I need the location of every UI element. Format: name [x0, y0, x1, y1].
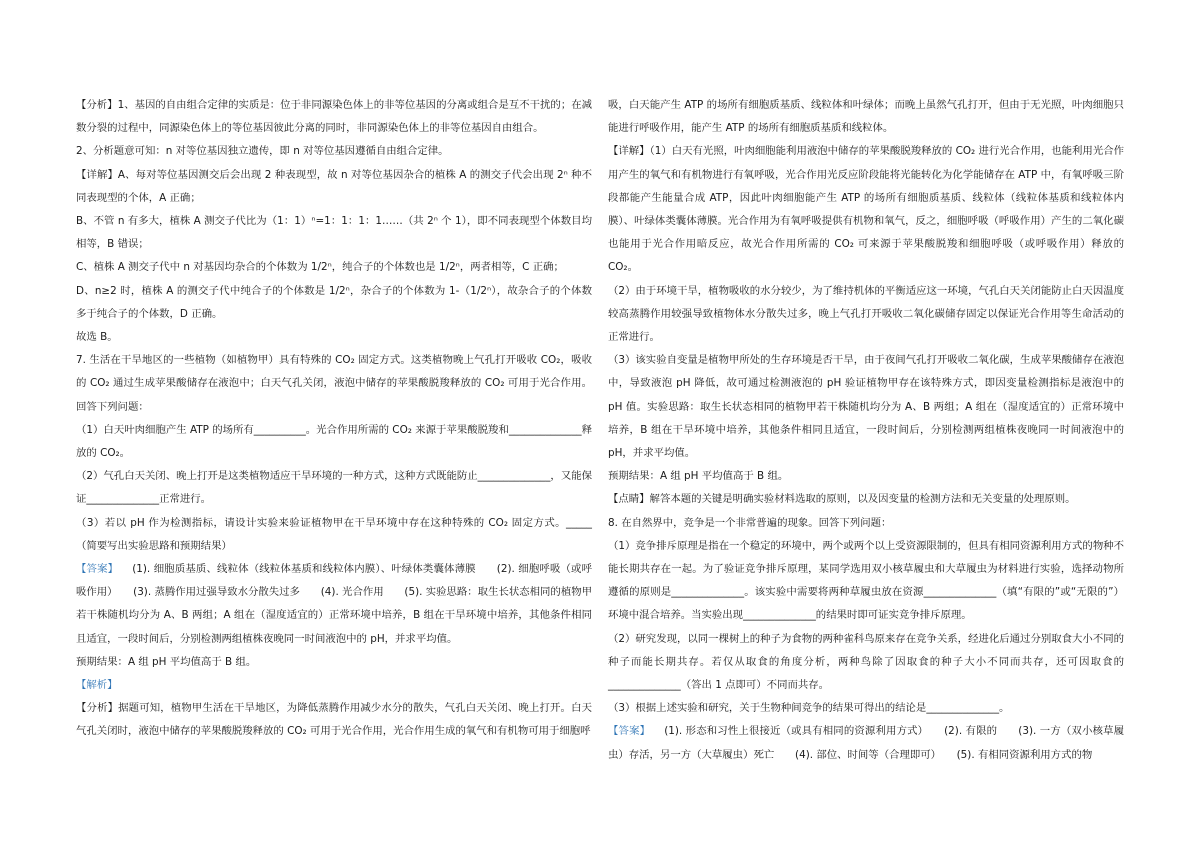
paragraph: D、n≥2 时，植株 A 的测交子代中纯合子的个体数是 1/2ⁿ，杂合子的个体数为 1-（1/2ⁿ），故杂合子的个体数多于纯合子的个体数，D 正确。 — [76, 284, 592, 320]
question-7-stem: 7. 生活在干旱地区的一些植物（如植物甲）具有特殊的 CO₂ 固定方式。这类植物晚上气孔打开吸收 CO₂，吸收的 CO₂ 通过生成苹果酸储存在液泡中；白天气孔关闭，液泡中储存的苹果酸脱羧释放的 CO₂ 可用于光合作用。回答下列问题： — [76, 354, 592, 413]
paragraph: C、植株 A 测交子代中 n 对基因均杂合的个体数为 1/2ⁿ，纯合子的个体数也是 1/2ⁿ，两者相等，C 正确； — [76, 261, 564, 274]
paragraph: 吸，白天能产生 ATP 的场所有细胞质基质、线粒体和叶绿体；而晚上虽然气孔打开，但由于无光照，叶肉细胞只能进行呼吸作用，能产生 ATP 的场所有细胞质基质和线粒体。 — [608, 99, 1124, 135]
paragraph: 2、分析题意可知：n 对等位基因独立遗传，即 n 对等位基因遵循自由组合定律。 — [76, 145, 449, 158]
answer-text: (1). 细胞质基质、线粒体（线粒体基质和线粒体内膜）、叶绿体类囊体薄膜 (2). 细胞呼吸（或呼吸作用） (3). 蒸腾作用过强导致水分散失过多 (4). 光合作用 (5). 实验思路：取生长状态相同的植物甲若干株随机均分为 A、B 两组；A 组在（湿度适宜的）正常环境中培养，B 组在干旱环境中培养，其他条件相同且适宜，一段时间后，分别检测两组植株夜晚同一时间液泡中的 pH，并求平均值。 — [76, 563, 592, 645]
question-8-part-1: （1）竞争排斥原理是指在一个稳定的环境中，两个或两个以上受资源限制的，但具有相同资源利用方式的物种不能长期共存在一起。为了验证竞争排斥原理，某同学选用双小核草履虫和大草履虫为材料进行实验，选择动物所遵循的原则是______________。该实验中需要将两种草履虫放在资源______________（填“有限的”或“无限的”）环境中混合培养。当实验出现______________的结果时即可证实竞争排斥原理。 — [608, 539, 1124, 622]
answer-label: 【答案】 — [76, 563, 119, 576]
question-7-part-2: （2）气孔白天关闭、晚上打开是这类植物适应干旱环境的一种方式，这种方式既能防止______________，又能保证______________正常进行。 — [76, 470, 592, 506]
paragraph: B、不管 n 有多大，植株 A 测交子代比为（1：1）ⁿ=1：1：1：1……（共 2ⁿ 个 1），即不同表现型个体数目均相等，B 错误； — [76, 215, 592, 251]
answer-block — [76, 558, 592, 651]
key-point: 【点睛】解答本题的关键是明确实验材料选取的原则，以及因变量的检测方法和无关变量的处理原则。 — [608, 493, 1076, 506]
paragraph: （2）由于环境干旱，植物吸收的水分较少，为了维持机体的平衡适应这一环境，气孔白天关闭能防止白天因温度较高蒸腾作用较强导致植物体水分散失过多，晚上气孔打开吸收二氧化碳储存固定以保证光合作用等生命活动的正常进行。 — [608, 284, 1124, 344]
paragraph: 故选 B。 — [76, 331, 118, 344]
left-column — [76, 94, 592, 744]
analysis-text: 【分析】据题可知，植物甲生活在干旱地区，为降低蒸腾作用减少水分的散失，气孔白天关闭、晚上打开。白天气孔关闭时，液泡中储存的苹果酸脱羧释放的 CO₂ 可用于光合作用，光合作用生成的氧气和有机物可用于细胞呼 — [76, 702, 592, 738]
question-8-part-2: （2）研究发现，以同一棵树上的种子为食物的两种雀科鸟原来存在竞争关系，经进化后通过分别取食大小不同的种子而能长期共存。若仅从取食的角度分析，两种鸟除了因取食的种子大小不同而共存，还可因取食的______________（答出 1 点即可）不同而共存。 — [608, 632, 1124, 692]
question-8-part-3: （3）根据上述实验和研究，关于生物种间竞争的结果可得出的结论是______________。 — [608, 702, 1010, 715]
answer-label: 【答案】 — [608, 725, 651, 738]
paragraph: 【详解】A、每对等位基因测交后会出现 2 种表现型，故 n 对等位基因杂合的植株 A 的测交子代会出现 2ⁿ 种不同表现型的个体，A 正确； — [76, 168, 592, 204]
predicted-result: 预期结果：A 组 pH 平均值高于 B 组。 — [608, 470, 789, 483]
question-7-part-1: （1）白天叶肉细胞产生 ATP 的场所有__________。光合作用所需的 CO₂ 来源于苹果酸脱羧和______________释放的 CO₂。 — [76, 423, 592, 460]
answer-text: (1). 形态和习性上很接近（或具有相同的资源利用方式） (2). 有限的 (3). 一方（双小核草履虫）存活，另一方（大草履虫）死亡 (4). 部位、时间等（合理即可） (5). 有相同资源利用方式的物 — [608, 725, 1124, 761]
predicted-result: 预期结果：A 组 pH 平均值高于 B 组。 — [76, 655, 257, 668]
right-column — [608, 94, 1124, 767]
question-7-part-3: （3）若以 pH 作为检测指标，请设计实验来验证植物甲在干旱环境中存在这种特殊的 CO₂ 固定方式。_____（简要写出实验思路和预期结果） — [76, 516, 592, 552]
paragraph: 【分析】1、基因的自由组合定律的实质是：位于非同源染色体上的非等位基因的分离或组合是互不干扰的；在减数分裂的过程中，同源染色体上的等位基因彼此分离的同时，非同源染色体上的非等位基因自由组合。 — [76, 99, 592, 135]
paragraph: 【详解】（1）白天有光照，叶肉细胞能利用液泡中储存的苹果酸脱羧释放的 CO₂ 进行光合作用，也能利用光合作用产生的氧气和有机物进行有氧呼吸，光合作用光反应阶段能将光能转化为化学能储存在 ATP 中，有氧呼吸三阶段都能产生能量合成 ATP，因此叶肉细胞能产生 ATP 的场所有细胞质基质、线粒体（线粒体基质和线粒体内膜）、叶绿体类囊体薄膜。光合作用为有氧呼吸提供有机物和氧气，反之，细胞呼吸（呼吸作用）产生的二氧化碳也能用于光合作用暗反应，故光合作用所需的 CO₂ 可来源于苹果酸脱羧和细胞呼吸（或呼吸作用）释放的 CO₂。 — [608, 145, 1124, 274]
analysis-label: 【解析】 — [76, 679, 118, 692]
answer-block — [608, 720, 1124, 766]
question-8-stem: 8. 在自然界中，竞争是一个非常普遍的现象。回答下列问题： — [608, 516, 892, 529]
paragraph: （3）该实验自变量是植物甲所处的生存环境是否干旱，由于夜间气孔打开吸收二氧化碳，生成苹果酸储存在液泡中，导致液泡 pH 降低，故可通过检测液泡的 pH 验证植物甲存在该特殊方式，即因变量检测指标是液泡中的 pH 值。实验思路：取生长状态相同的植物甲若干株随机均分为 A、B 两组；A 组在（湿度适宜的）正常环境中培养，B 组在干旱环境中培养，其他条件相同且适宜，一段时间后，分别检测两组植株夜晚同一时间液泡中的 pH，并求平均值。 — [608, 354, 1124, 460]
